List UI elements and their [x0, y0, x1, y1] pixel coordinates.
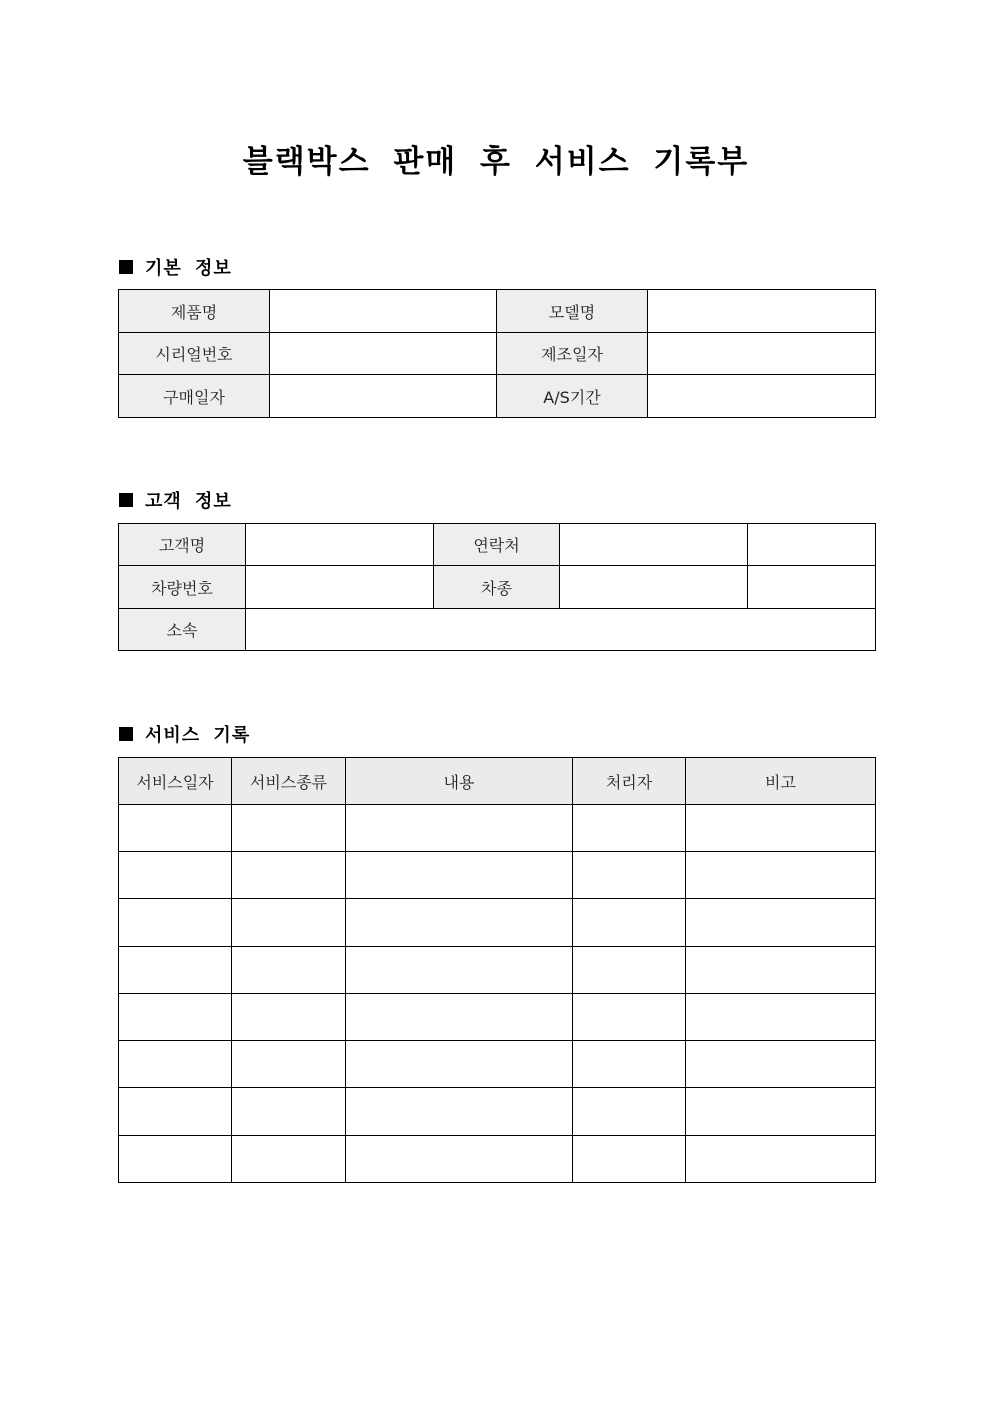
table-row — [119, 1041, 876, 1088]
cell-service-type[interactable] — [232, 1088, 346, 1136]
field-contact[interactable] — [560, 524, 748, 566]
table-row — [119, 805, 876, 852]
black-square-icon — [119, 727, 133, 741]
cell-remarks[interactable] — [686, 1088, 876, 1136]
field-vehicle-model[interactable] — [560, 566, 748, 609]
cell-content[interactable] — [346, 1088, 573, 1136]
cell-service-date[interactable] — [119, 1088, 232, 1136]
table-row — [119, 947, 876, 994]
table-row — [119, 899, 876, 947]
cell-remarks[interactable] — [686, 805, 876, 852]
table-row — [119, 524, 876, 566]
table-row — [119, 375, 876, 418]
field-product-name[interactable] — [270, 290, 497, 333]
column-header-remarks: 비고 — [686, 758, 876, 805]
label-contact: 연락처 — [434, 524, 560, 566]
service-record-table — [118, 757, 876, 1183]
field-purchase-date[interactable] — [270, 375, 497, 418]
cell-service-date[interactable] — [119, 1041, 232, 1088]
field-manufacture-date[interactable] — [648, 333, 876, 375]
cell-remarks[interactable] — [686, 1041, 876, 1088]
basic-info-table — [118, 289, 876, 418]
cell-service-type[interactable] — [232, 852, 346, 899]
label-serial-number: 시리얼번호 — [119, 333, 270, 375]
cell-service-date[interactable] — [119, 805, 232, 852]
label-vehicle-model: 차종 — [434, 566, 560, 609]
cell-remarks[interactable] — [686, 1136, 876, 1183]
cell-content[interactable] — [346, 852, 573, 899]
cell-remarks[interactable] — [686, 994, 876, 1041]
cell-handler[interactable] — [573, 947, 686, 994]
table-row — [119, 852, 876, 899]
cell-service-type[interactable] — [232, 994, 346, 1041]
label-vehicle-number: 차량번호 — [119, 566, 246, 609]
field-customer-name[interactable] — [246, 524, 434, 566]
cell-handler[interactable] — [573, 899, 686, 947]
cell-service-type[interactable] — [232, 805, 346, 852]
label-manufacture-date: 제조일자 — [497, 333, 648, 375]
table-row — [119, 1136, 876, 1183]
cell-content[interactable] — [346, 947, 573, 994]
column-header-service-type: 서비스종류 — [232, 758, 346, 805]
section-heading-label: 고객 정보 — [145, 491, 232, 512]
document-title: 블랙박스 판매 후 서비스 기록부 — [242, 144, 750, 180]
field-model-name[interactable] — [648, 290, 876, 333]
cell-remarks[interactable] — [686, 899, 876, 947]
cell-handler[interactable] — [573, 1041, 686, 1088]
cell-service-type[interactable] — [232, 1041, 346, 1088]
section-heading-customer-info — [119, 487, 232, 513]
cell-content[interactable] — [346, 1136, 573, 1183]
table-row — [119, 994, 876, 1041]
cell-handler[interactable] — [573, 852, 686, 899]
table-row — [119, 333, 876, 375]
label-product-name: 제품명 — [119, 290, 270, 333]
label-customer-name: 고객명 — [119, 524, 246, 566]
cell-service-date[interactable] — [119, 852, 232, 899]
cell-service-type[interactable] — [232, 947, 346, 994]
cell-service-date[interactable] — [119, 1136, 232, 1183]
label-purchase-date: 구매일자 — [119, 375, 270, 418]
label-as-period: A/S기간 — [497, 375, 648, 418]
field-affiliation[interactable] — [246, 609, 876, 651]
table-row — [119, 566, 876, 609]
section-heading-label: 기본 정보 — [145, 258, 232, 279]
cell-service-type[interactable] — [232, 1136, 346, 1183]
section-heading-service-record — [119, 721, 250, 747]
column-header-content: 내용 — [346, 758, 573, 805]
table-row — [119, 290, 876, 333]
black-square-icon — [119, 493, 133, 507]
customer-info-table — [118, 523, 876, 651]
table-row — [119, 1088, 876, 1136]
cell-content[interactable] — [346, 805, 573, 852]
black-square-icon — [119, 260, 133, 274]
cell-service-date[interactable] — [119, 994, 232, 1041]
cell-service-date[interactable] — [119, 947, 232, 994]
cell-service-type[interactable] — [232, 899, 346, 947]
section-heading-basic-info — [119, 254, 232, 280]
cell-handler[interactable] — [573, 805, 686, 852]
cell-content[interactable] — [346, 899, 573, 947]
field-contact-extra[interactable] — [748, 524, 876, 566]
cell-handler[interactable] — [573, 994, 686, 1041]
label-model-name: 모델명 — [497, 290, 648, 333]
field-serial-number[interactable] — [270, 333, 497, 375]
label-affiliation: 소속 — [119, 609, 246, 651]
cell-service-date[interactable] — [119, 899, 232, 947]
table-row — [119, 609, 876, 651]
field-as-period[interactable] — [648, 375, 876, 418]
cell-handler[interactable] — [573, 1136, 686, 1183]
column-header-handler: 처리자 — [573, 758, 686, 805]
cell-remarks[interactable] — [686, 852, 876, 899]
cell-content[interactable] — [346, 1041, 573, 1088]
section-heading-label: 서비스 기록 — [145, 725, 251, 746]
field-vehicle-extra[interactable] — [748, 566, 876, 609]
cell-content[interactable] — [346, 994, 573, 1041]
field-vehicle-number[interactable] — [246, 566, 434, 609]
cell-handler[interactable] — [573, 1088, 686, 1136]
column-header-service-date: 서비스일자 — [119, 758, 232, 805]
table-header-row — [119, 758, 876, 805]
cell-remarks[interactable] — [686, 947, 876, 994]
